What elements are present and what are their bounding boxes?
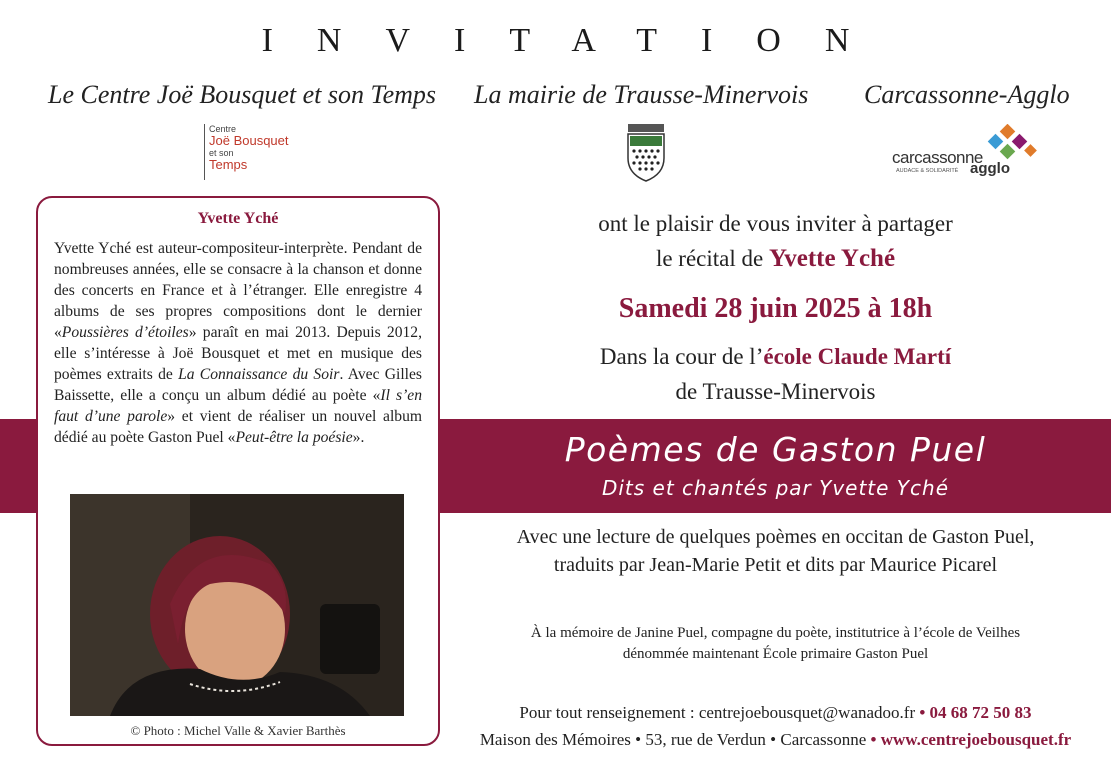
organizer-mairie: La mairie de Trausse-Minervois: [474, 80, 809, 109]
artist-photo: [70, 494, 404, 716]
bio-segment: . Avec Gilles Baissette, elle a conçu un album dédié au poète «: [54, 366, 423, 404]
trausse-coat-of-arms-icon: [620, 124, 672, 182]
album-title: Il s’en faut d’une parole: [54, 387, 422, 425]
banner-subtitle: Dits et chantés par Yvette Yché: [601, 476, 950, 500]
invite-prefix: le récital de: [655, 246, 769, 271]
contact-email: Pour tout renseignement : centrejoebousquet@wanadoo.fr: [519, 703, 920, 722]
venue-line-1: [440, 344, 1111, 370]
album-title: Poussières d’étoiles: [61, 324, 189, 341]
address-line: [440, 730, 1111, 750]
centre-joe-bousquet-logo: [204, 124, 299, 180]
logo-text-line: Temps: [209, 157, 248, 172]
venue-prefix: Dans la cour de l’: [599, 344, 764, 369]
logo-text-line: Centre: [209, 124, 237, 134]
memorial-line-1: À la mémoire de Janine Puel, compagne du poète, institutrice à l’école de Veilhes: [530, 625, 1021, 641]
event-date: Samedi 28 juin 2025 à 18h: [618, 293, 933, 324]
bio-segment: » et vient de réaliser un nouvel album dédié au poète Gaston Puel «: [54, 408, 422, 446]
organizer-centre-joe-bousquet: Le Centre Joë Bousquet et son Temps: [48, 80, 437, 109]
venue-line-2: de Trausse-Minervois: [675, 379, 876, 404]
photo-caption: © Photo : Michel Valle & Xavier Barthès: [130, 723, 346, 738]
reading-line-1: Avec une lecture de quelques poèmes en occitan de Gaston Puel,: [516, 526, 1035, 548]
album-title: Peut-être la poésie: [235, 429, 353, 446]
agglo-diamonds-icon: [980, 124, 1040, 164]
bio-segment: ».: [352, 429, 365, 446]
bio-segment: Yvette Yché est auteur-compositeur-interprète. Pendant de nombreuses années, elle se consacre à la chanson et donne des concerts en France et à l’étranger. Elle enregistre 4 albums de ses propres compositions dont le dernier «: [54, 240, 422, 341]
invite-line-1: ont le plaisir de vous inviter à partager: [598, 211, 953, 236]
invite-line-2: [440, 245, 1111, 273]
memorial-line-2: dénommée maintenant École primaire Gaston Puel: [622, 646, 929, 662]
invitation-title: INVITATION: [261, 22, 894, 59]
logo-text-line: Joë Bousquet: [209, 133, 289, 148]
reading-line-2: traduits par Jean-Marie Petit et dits par Maurice Picarel: [553, 554, 998, 576]
bio-segment: » paraît en mai 2013. Depuis 2012, elle s’intéresse à Joë Bousquet et met en musique des poèmes extraits de: [54, 324, 422, 383]
agglo-logo-word: carcassonne: [892, 148, 983, 167]
venue-school: école Claude Martí: [763, 344, 952, 369]
logo-text-line: et son: [209, 148, 234, 158]
banner-title: Poèmes de Gaston Puel: [564, 430, 987, 469]
address-part: Maison des Mémoires: [479, 730, 636, 749]
contact-phone: • 04 68 72 50 83: [919, 703, 1032, 722]
carcassonne-agglo-logo: [892, 124, 1042, 182]
book-title: La Connaissance du Soir: [178, 366, 340, 383]
contact-line: [440, 703, 1111, 723]
artist-bio-card: [36, 196, 440, 746]
agglo-logo-word: agglo: [970, 160, 1010, 177]
address-part: • 53, rue de Verdun: [635, 730, 771, 749]
bio-text: [54, 238, 422, 448]
website-link[interactable]: • www.centrejoebousquet.fr: [870, 730, 1072, 749]
organizer-carcassonne-agglo: Carcassonne-Agglo: [864, 80, 1070, 109]
bio-title: Yvette Yché: [197, 210, 279, 227]
address-part: • Carcassonne: [770, 730, 871, 749]
artist-name: Yvette Yché: [768, 245, 896, 272]
agglo-logo-tagline: AUDACE & SOLIDARITÉ: [896, 168, 959, 174]
